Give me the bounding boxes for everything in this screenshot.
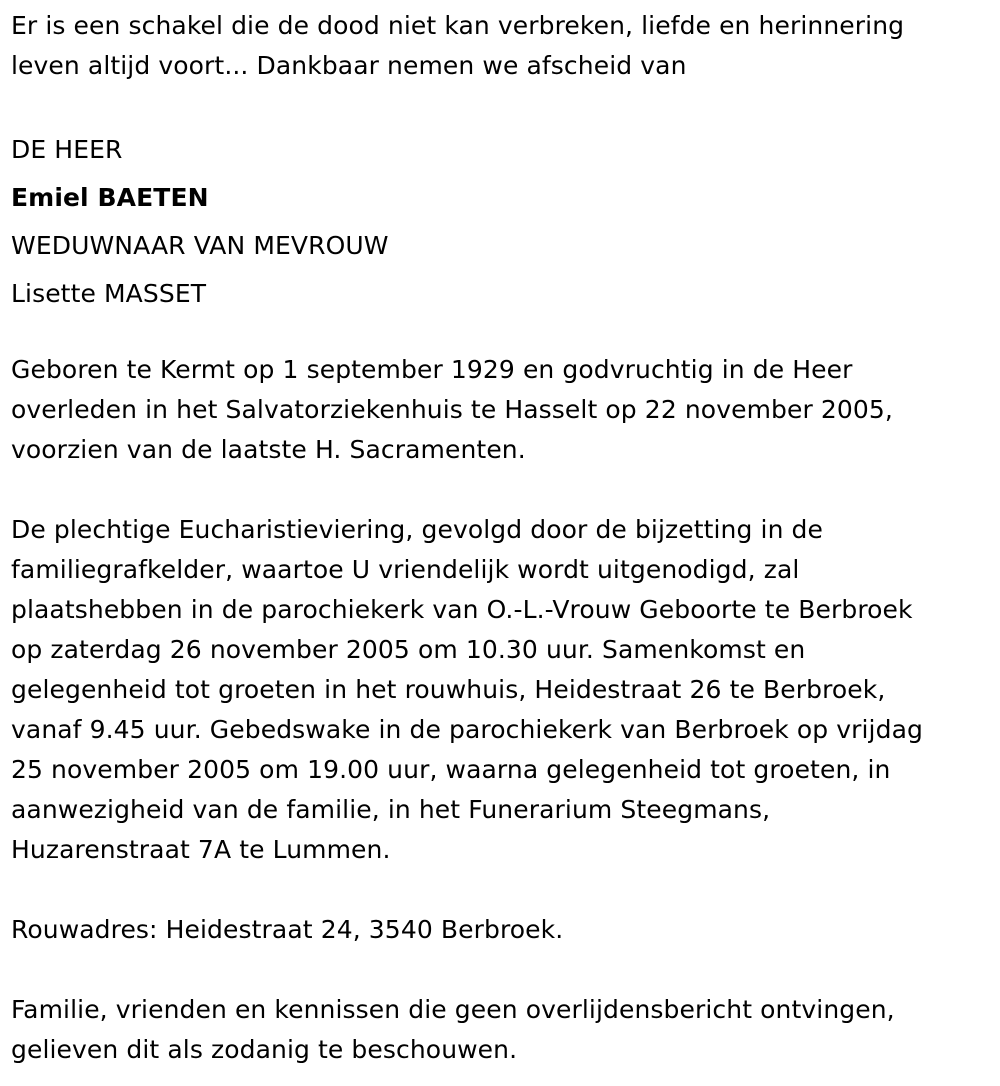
- mourning-address: Rouwadres: Heidestraat 24, 3540 Berbroek.: [11, 915, 564, 944]
- ceremony-line: Huzarenstraat 7A te Lummen.: [11, 835, 391, 864]
- spouse-name: Lisette MASSET: [11, 279, 207, 308]
- ceremony-paragraph: [11, 510, 991, 870]
- ceremony-line: 25 november 2005 om 19.00 uur, waarna gelegenheid tot groeten, in: [11, 755, 891, 784]
- deceased-name: Emiel BAETEN: [11, 183, 209, 212]
- intro-line: Er is een schakel die de dood niet kan verbreken, liefde en herinnering: [11, 11, 905, 40]
- birth-death-line: voorzien van de laatste H. Sacramenten.: [11, 435, 526, 464]
- ceremony-line: familiegrafkelder, waartoe U vriendelijk wordt uitgenodigd, zal: [11, 555, 800, 584]
- ceremony-line: vanaf 9.45 uur. Gebedswake in de parochiekerk van Berbroek op vrijdag: [11, 715, 923, 744]
- address-paragraph: [11, 910, 991, 950]
- deceased-relation: WEDUWNAAR VAN MEVROUW: [11, 231, 389, 260]
- intro-line: leven altijd voort... Dankbaar nemen we afscheid van: [11, 51, 687, 80]
- ceremony-line: aanwezigheid van de familie, in het Funerarium Steegmans,: [11, 795, 771, 824]
- birth-death-line: overleden in het Salvatorziekenhuis te Hasselt op 22 november 2005,: [11, 395, 893, 424]
- closing-paragraph: [11, 990, 991, 1070]
- closing-line: Familie, vrienden en kennissen die geen overlijdensbericht ontvingen,: [11, 995, 895, 1024]
- intro-paragraph: [11, 6, 991, 86]
- birth-death-paragraph: [11, 350, 991, 470]
- birth-death-line: Geboren te Kermt op 1 september 1929 en godvruchtig in de Heer: [11, 355, 853, 384]
- closing-line: gelieven dit als zodanig te beschouwen.: [11, 1035, 518, 1064]
- deceased-title: DE HEER: [11, 135, 123, 164]
- ceremony-line: plaatshebben in de parochiekerk van O.-L.-Vrouw Geboorte te Berbroek: [11, 595, 913, 624]
- ceremony-line: gelegenheid tot groeten in het rouwhuis, Heidestraat 26 te Berbroek,: [11, 675, 886, 704]
- ceremony-line: De plechtige Eucharistieviering, gevolgd door de bijzetting in de: [11, 515, 824, 544]
- ceremony-line: op zaterdag 26 november 2005 om 10.30 uur. Samenkomst en: [11, 635, 806, 664]
- deceased-block: [11, 126, 991, 318]
- obituary-notice: [11, 6, 991, 1070]
